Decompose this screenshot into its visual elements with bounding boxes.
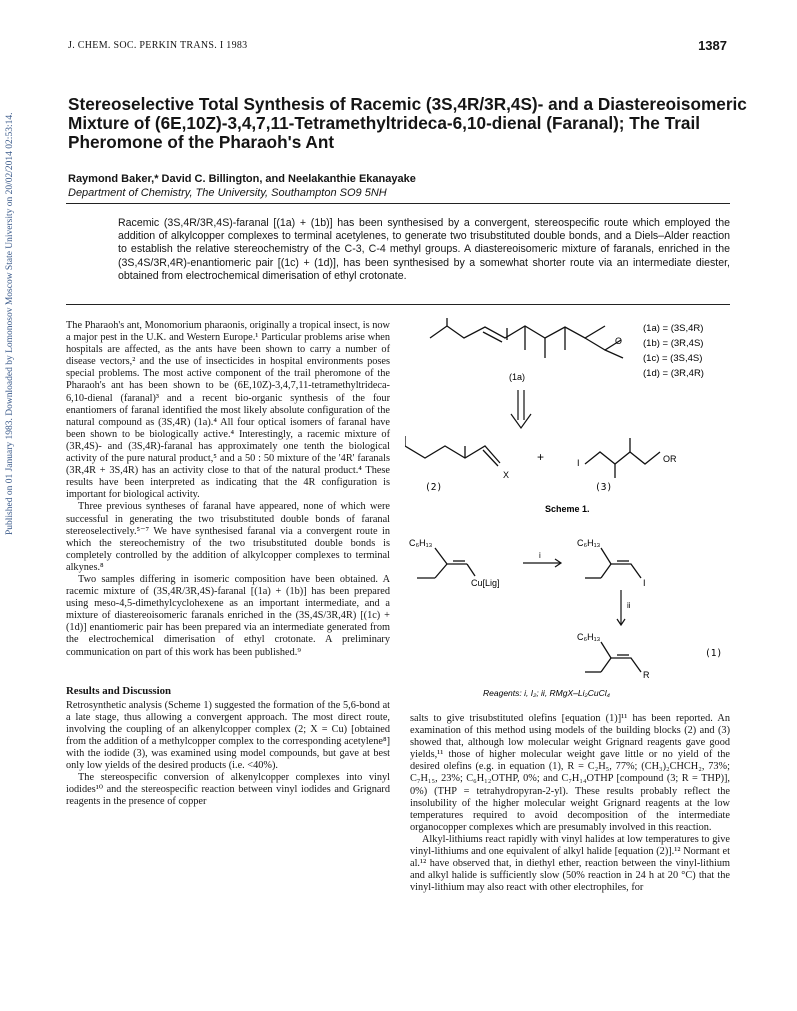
paragraph: The Pharaoh's ant, Monomorium pharaonis, originally a tropical insect, is now a major pest in the U.K. and Western Europe.¹ Particular problems arise when hospitals are affected, as the ants have been shown to carry a number of disease vectors,² and the use of insecticides in hospital environments poses special problems. The most active component of the trail pheromone of the Pharaoh's ant has been shown to be (6E,10Z)-3,4,7,11-tetramethyltrideca-6,10-dienal (faranal)³ and a recent bio-organic synthesis of the four enantiomers of faranal identified the most likely absolute configuration of the natural compound as (3S,4R) (1a).⁴ All four optical isomers of faranal have been shown to be biologically active.⁴ Interestingly, a racemic mixture of (3R,4S)- and (3S,4R)-faranal has approximately one tenth the biological activity of the pure natural product,⁵ and a 50 : 50 mixture of the '4R' faranals (3R,4R + 3S,4R) has an activity close to that of the natural product.⁴ These results have been interpreted as indicating that the 4R configuration is important for biological activity.: [66, 320, 390, 501]
running-head: J. CHEM. SOC. PERKIN TRANS. I 1983: [68, 40, 248, 51]
left-column: [66, 320, 390, 809]
header-rule: [66, 203, 730, 204]
hexyl-label: C₆H₁₃: [409, 538, 433, 548]
affiliation: Department of Chemistry, The University, Southampton SO9 5NH: [68, 187, 387, 199]
scheme-1-figure: [405, 318, 735, 518]
plus-sign: +: [537, 450, 545, 464]
section-heading: Results and Discussion: [66, 684, 172, 697]
r-group-label: R: [643, 670, 650, 680]
hexyl-label: C₆H₁₃: [577, 538, 601, 548]
reagents-caption: Reagents: i, I₂; ii, RMgX–Li₂CuCl₄: [483, 688, 611, 698]
vinyl-iodide-structure: [585, 548, 641, 578]
or-label: OR: [663, 454, 677, 464]
paragraph: Alkyl-lithiums react rapidly with vinyl halides at low temperatures to give vinyl-lithiums and one equivalent of alkyl halide [equation (2)].¹² Normant et al.¹² have observed that, in diethyl ether, reaction between the vinyl-lithium and alkyl halide is sufficiently slow (50% reaction in 24 h at 20 °C) that the vinyl-lithium may also react with other electrophiles, for: [410, 833, 730, 894]
paragraph: Three previous syntheses of faranal have appeared, none of which were successful in generating the two trisubstituted double bonds of faranal stereoselectively.⁵⁻⁷ We have synthesised faranal via a convergent route in which the stereochemistry of the two trisubstituted double bonds is completely controlled by the addition of alkylcopper complexes to terminal alkynes.⁸: [66, 501, 390, 573]
faranal-structure: [430, 318, 623, 358]
abstract-rule: [66, 304, 730, 305]
fragment-3-structure: [585, 438, 660, 478]
equation-number: (1): [705, 648, 723, 659]
isomer-label: (1c) = (3S,4S): [643, 353, 703, 364]
paragraph: The stereospecific conversion of alkenylcopper complexes into vinyl iodides¹⁰ and the stereospecific reaction between vinyl iodides and Grignard reagents in the presence of copper: [66, 772, 390, 808]
iodide-label: I: [643, 578, 646, 588]
equation-1-figure: [405, 528, 735, 703]
olefin-product-structure: [585, 642, 641, 672]
compound-1a-label: (1a): [509, 372, 526, 382]
paragraph: salts to give trisubstituted olefins [equation (1)]¹¹ has been reported. An examination of this method using models of the building blocks (2) and (3) showed that, although low molecular weight Grignard reagents gave good yields,¹¹ those of higher molecular weight gave little or no yield of the desired olefins (e.g. in equation (1), R = C₂H₅, 77%; (CH₃)₂CHCH₂, 73%; C₇H₁₅, 23%; C₆H₁₂OTHP, 0%; and C₇H₁₄OTHP [compound (3; R = THP)], 0%) (THP = tetrahydropyran-2-yl). These results probably reflect the insolubility of the higher molecular weight Grignard reagents at the low temperatures required to avoid decomposition of the intermediate organocopper complexes which are presumably involved in this reaction.: [410, 713, 730, 833]
right-column: [410, 713, 730, 894]
abstract: Racemic (3S,4R/3R,4S)-faranal [(1a) + (1b)] has been synthesised by a convergent, stereospecific route which employed the addition of alkylcopper complexes to terminal acetylenes, to generate two trisubstituted double bonds, and a Diels–Alder reaction to establish the relative stereochemistry of the C-3, C-4 methyl groups. A diastereoisomeric mixture of faranals, enriched in the (3S,4S/3R,4R)-enantiomeric pair [(1c) + (1d)], has been synthesised by a somewhat shorter route via an intermediate diester, obtained from electrochemical dimerisation of ethyl crotonate.: [118, 217, 730, 282]
step-ii-label: ii: [627, 601, 631, 610]
scheme-caption: Scheme 1.: [545, 504, 590, 514]
alkenylcopper-structure: [417, 548, 475, 578]
copper-ligand-label: Cu[Lig]: [471, 578, 500, 588]
paragraph: Retrosynthetic analysis (Scheme 1) suggested the formation of the 5,6-bond at a late stage, thus allowing a convergent approach. The most direct route, involving the coupling of an alkenylcopper complex (2; X = Cu) [obtained from the addition of a methylcopper complex to the corresponding acetylene⁸] with the iodide (3), was examined using model compounds, but gave at best only low yields of the desired products (i.e. <40%).: [66, 699, 390, 772]
hexyl-label: C₆H₁₃: [577, 632, 601, 642]
article-title: Stereoselective Total Synthesis of Racemic (3S,4R/3R,4S)- and a Diastereoisomeric Mixture of (6E,10Z)-3,4,7,11-Tetramethyltrideca-6,10-dienal (Faranal); The Trail Pheromone of the Pharaoh's Ant: [68, 94, 747, 152]
download-watermark: Published on 01 January 1983. Downloaded by Lomonosov Moscow State University on 20/02/2014 02:53:14.: [5, 112, 15, 535]
isomer-label: (1b) = (3R,4S): [643, 338, 704, 349]
compound-3-label: (3): [595, 482, 613, 493]
iodo-label: I: [577, 458, 580, 468]
x-label: X: [503, 470, 510, 480]
isomer-label: (1d) = (3R,4R): [643, 368, 704, 379]
author-list: Raymond Baker,* David C. Billington, and Neelakanthie Ekanayake: [68, 173, 416, 185]
retro-arrow: [511, 390, 531, 428]
fragment-2-structure: [405, 436, 500, 466]
paragraph: Two samples differing in isomeric composition have been obtained. A racemic mixture of (3S,4R/3R,4S)-faranal [(1a) + (1b)] has been prepared using meso-4,5-dimethylcyclohexene as an important intermediate, and a mixture of diastereoisomeric faranals enriched in the (3S,4S/3R,4R) [(1c) + (1d)] enantiomeric pair has been prepared via an intermediate generated from the electrochemical dimerisation of ethyl crotonate. A preliminary communication on part of this work has been published.⁹: [66, 573, 390, 658]
isomer-label: (1a) = (3S,4R): [643, 323, 704, 334]
aldehyde-o-label: O: [615, 336, 623, 346]
page-number: 1387: [698, 38, 727, 53]
compound-2-label: (2): [425, 482, 443, 493]
step-i-label: i: [539, 551, 541, 560]
